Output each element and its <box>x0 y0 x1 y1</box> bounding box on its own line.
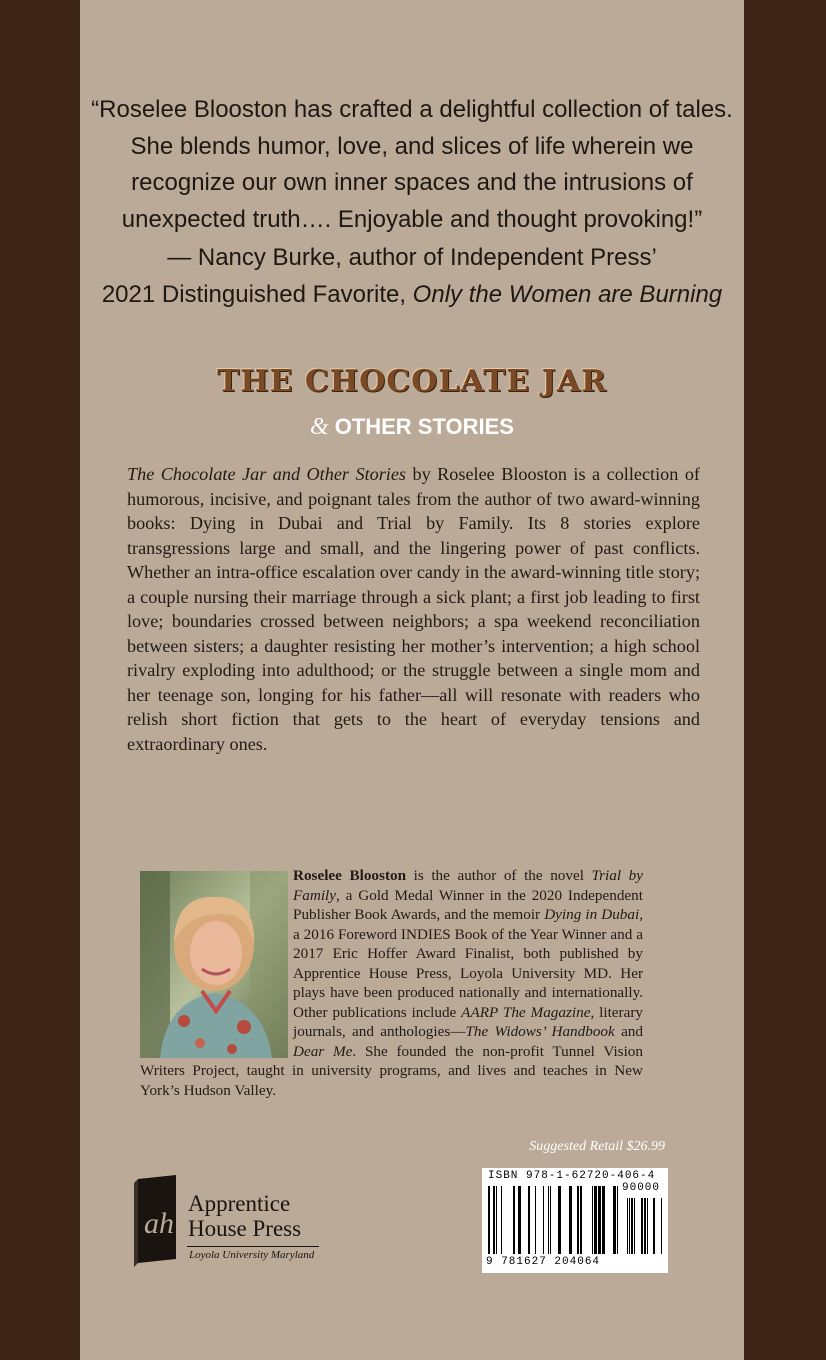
bio-text: is the author of the novel <box>406 867 592 884</box>
bio-title: Dear Me <box>293 1042 353 1060</box>
quote-line: “Roselee Blooston has crafted a delightful collection of tales. <box>91 96 733 123</box>
bio-title: The Widows’ Handbook <box>465 1023 615 1040</box>
suggested-retail-price: Suggested Retail $26.99 <box>529 1139 665 1154</box>
bio-text: , literary journals, and anthologies— <box>293 1003 643 1040</box>
logo-divider <box>187 1246 319 1247</box>
subtitle-text: OTHER STORIES <box>334 414 514 439</box>
isbn-barcode <box>482 1168 668 1273</box>
publisher-line-2: House Press <box>188 1216 302 1241</box>
bio-title: Dying in Dubai <box>544 906 640 923</box>
book-title: THE CHOCOLATE JAR <box>216 364 608 399</box>
book-description <box>127 462 700 756</box>
bio-text: , a 2016 Foreword INDIES Book of the Year Winner and a 2017 Eric Hoffer Award Finalist, both published by Apprentice House Press, Loyola University MD. Her plays have been produced nationally and internationally. Other publications include <box>293 906 644 1021</box>
back-cover <box>80 0 744 1360</box>
isbn-number: ISBN 978-1-62720-406-4 <box>488 1170 656 1182</box>
quote-line: She blends humor, love, and slices of life wherein we <box>130 132 694 160</box>
book-monogram-icon <box>132 1175 182 1267</box>
bio-text: and <box>614 1023 643 1040</box>
attribution-prefix: 2021 Distinguished Favorite, <box>101 280 413 308</box>
author-bio <box>140 866 643 1100</box>
ean-digits: 9 781627 204064 <box>486 1256 601 1268</box>
attribution-book-title: Only the Women are Burning <box>412 280 723 308</box>
author-name: Roselee Blooston <box>293 867 407 884</box>
publisher-name <box>188 1191 301 1241</box>
blurb-book-title: The Chocolate Jar and Other Stories <box>127 464 406 484</box>
publisher-logo <box>132 1175 372 1270</box>
quote-attribution-2 <box>80 277 744 314</box>
price-code: 90000 <box>622 1182 661 1194</box>
endorsement-quote <box>80 92 744 313</box>
book-subtitle <box>80 414 744 441</box>
ampersand: & <box>310 414 329 440</box>
bio-title: AARP The Magazine <box>461 1003 591 1021</box>
bio-text: . She founded the non-profit Tunnel Vision Writers Project, taught in university programs, and lives and teaches in New York’s Hudson Valley. <box>140 1042 643 1099</box>
blurb-text: by Roselee Blooston is a collection of humorous, incisive, and poignant tales from the author of two award-winning books: Dying in Dubai and Trial by Family. Its 8 stories explore transgressions large and small, and the lingering power of past conflicts. Whether an intra-office escalation over candy in the award-winning title story; a couple nursing their marriage through a sick plant; a first job leading to first love; boundaries crossed between neighbors; a spa weekend reconciliation between sisters; a daughter resisting her mother’s intervention; a high school rivalry exploding into adulthood; or the struggle between a single mom and her teenage son, longing for his father—all will resonate with readers who relish short fiction that gets to the heart of everyday tensions and extraordinary ones. <box>127 464 700 754</box>
bio-text: , a Gold Medal Winner in the 2020 Independent Publisher Book Awards, and the memoir <box>293 886 643 923</box>
publisher-affiliation: Loyola University Maryland <box>189 1249 315 1261</box>
quote-line: recognize our own inner spaces and the intrusions of <box>131 169 693 196</box>
quote-attribution-1: — Nancy Burke, author of Independent Press’ <box>167 244 657 271</box>
monogram-text: ah <box>144 1207 174 1240</box>
bio-title: Trial by Family <box>293 867 643 904</box>
quote-line: unexpected truth…. Enjoyable and thought provoking!” <box>121 205 703 233</box>
publisher-line-1: Apprentice <box>188 1191 291 1216</box>
